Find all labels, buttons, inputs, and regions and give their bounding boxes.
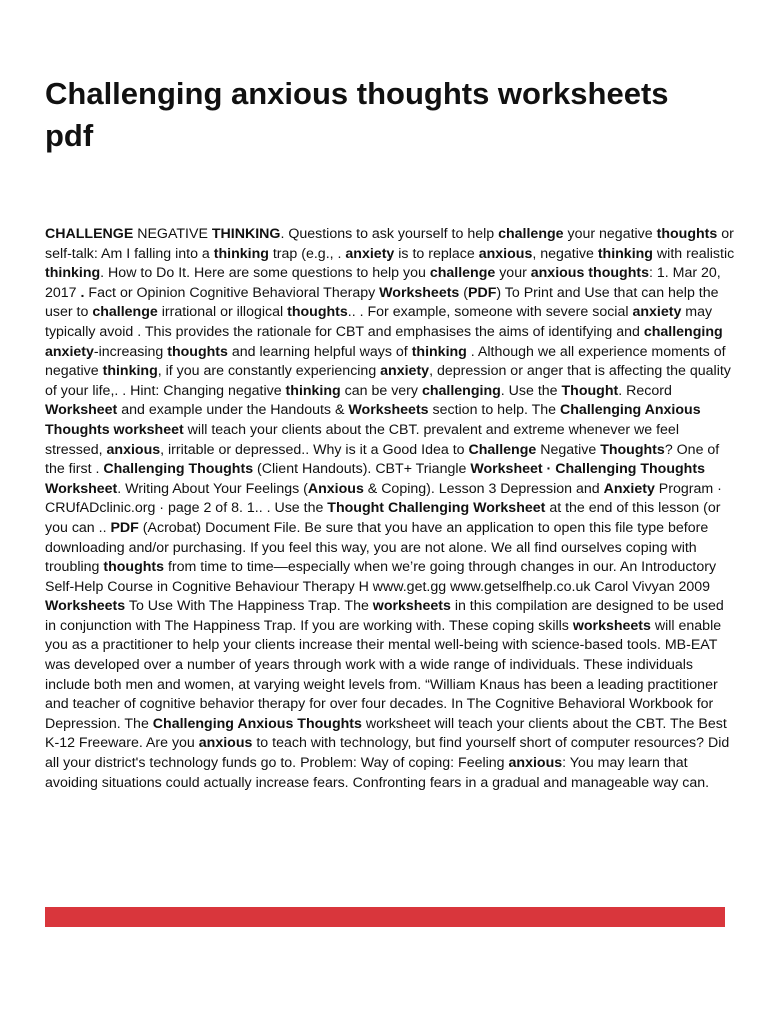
bold-text-segment: Thought Challenging Worksheet	[327, 500, 546, 517]
text-segment: To Use With The Happiness Trap. The	[125, 598, 373, 615]
text-segment: from time to time—especially when we’re going through changes in our. An Introductory Self-Help Course in Cognitive Behaviour Therapy H www.get.gg www.getselfhelp.co.uk Carol Vivyan 2009	[45, 559, 717, 595]
bold-text-segment: thinking	[285, 382, 341, 399]
text-segment: .. . For example, someone with severe social	[347, 304, 633, 321]
text-segment: . Record	[618, 382, 672, 399]
text-segment: may typically avoid . This provides the rationale for CBT and emphasises the aims of identifying and	[45, 304, 713, 340]
bold-text-segment: Thought	[561, 382, 619, 399]
bold-text-segment: thinking	[213, 245, 269, 262]
text-segment: . Writing About Your Feelings (	[117, 480, 308, 497]
bold-text-segment: thinking	[45, 265, 101, 282]
text-segment: NEGATIVE	[133, 226, 212, 242]
text-segment: ? One of the first .	[45, 441, 720, 478]
bold-text-segment: anxiety	[380, 363, 430, 380]
bold-text-segment: challenge	[429, 265, 496, 282]
text-segment: . Although we all experience moments of negative	[45, 343, 726, 380]
text-segment: (Acrobat) Document File. Be sure that you have an application to open this file type before downloading and/or purchasing. If you feel this way, you are not alone. We all find ourselves coping with troubling	[45, 519, 709, 576]
bold-text-segment: Worksheets	[348, 402, 429, 419]
footer-bar	[45, 907, 725, 927]
text-segment: . How to Do It. Here are some questions to help you	[100, 265, 430, 282]
bold-text-segment: anxious	[478, 245, 533, 262]
text-segment: Fact or Opinion Cognitive Behavioral Therapy	[84, 284, 380, 301]
text-segment: : You may learn that avoiding situations could actually increase fears. Confronting fears in a gradual and manageable way can.	[45, 755, 710, 791]
bold-text-segment: THINKING	[211, 226, 281, 242]
bold-text-segment: PDF	[468, 284, 497, 301]
bold-text-segment: Worksheet · Challenging Thoughts Worksheet	[45, 461, 705, 497]
text-segment: trap (e.g., .	[268, 245, 346, 262]
bold-text-segment: CHALLENGE	[45, 226, 134, 242]
text-segment: . Questions to ask yourself to help	[280, 226, 499, 242]
bold-text-segment: thinking	[597, 245, 653, 262]
bold-text-segment: .	[80, 284, 85, 301]
text-segment: in this compilation are designed to be used in conjunction with The Happiness Trap. If you are working with. These coping skills	[45, 598, 724, 634]
text-segment: , irritable or depressed.. Why is it a Good Idea to	[160, 441, 469, 458]
text-segment: Program · CRUfADclinic.org · page 2 of 8. 1.. . Use the	[45, 480, 722, 517]
bold-text-segment: anxiety	[632, 304, 682, 321]
text-segment: to teach with technology, but find yourself short of computer resources? Did all your district's technology funds go to. Problem: Way of coping: Feeling	[45, 735, 730, 772]
text-segment: , negative	[532, 245, 598, 262]
bold-text-segment: challenge	[498, 226, 564, 242]
bold-text-segment: challenging anxiety	[45, 323, 723, 360]
text-segment: your	[495, 265, 531, 282]
bold-text-segment: PDF	[110, 519, 139, 536]
bold-text-segment: anxious	[198, 735, 253, 752]
text-segment: can be very	[340, 382, 422, 399]
text-segment: with realistic	[652, 245, 735, 262]
text-segment: & Coping). Lesson 3 Depression and	[363, 480, 604, 497]
bold-text-segment: thinking	[411, 343, 467, 360]
bold-text-segment: thoughts	[656, 226, 718, 242]
bold-text-segment: challenging	[421, 382, 501, 399]
bold-text-segment: worksheets	[372, 598, 451, 615]
text-segment: : 1. Mar 20, 2017	[45, 265, 721, 301]
text-segment: will enable you as a practitioner to help your clients increase their mental well-being with science-based tools. MB-EAT was developed over a number of years through work with a wide range of individuals. These individuals include both men and women, at varying weight levels from. “William Knaus has been a leading practitioner and teacher of cognitive behavior therapy for over four decades. In The Cognitive Behavioral Workbook for Depression. The	[45, 617, 722, 732]
bold-text-segment: anxious	[508, 755, 563, 772]
text-segment: , if you are constantly experiencing	[157, 363, 381, 380]
text-segment: will teach your clients about the CBT. prevalent and extreme whenever we feel stressed,	[45, 421, 679, 458]
text-segment: ) To Print and Use that can help the user to	[45, 284, 719, 321]
text-segment: (Client Handouts). CBT+ Triangle	[253, 461, 471, 478]
text-segment: section to help. The	[428, 402, 561, 419]
text-segment: or self-talk: Am I falling into a	[45, 226, 734, 262]
bold-text-segment: thoughts	[103, 559, 165, 576]
text-segment: -increasing	[93, 343, 168, 360]
bold-text-segment: Worksheets	[45, 598, 126, 615]
bold-text-segment: anxious thoughts	[530, 265, 649, 282]
bold-text-segment: thoughts	[167, 343, 228, 360]
bold-text-segment: Worksheet	[45, 402, 118, 419]
bold-text-segment: anxiety	[345, 245, 395, 262]
bold-text-segment: Challenge	[468, 441, 537, 458]
bold-text-segment: challenge	[92, 304, 158, 321]
text-segment: . Use the	[500, 382, 562, 399]
text-segment: Negative	[536, 441, 601, 458]
bold-text-segment: Challenging Anxious Thoughts	[152, 715, 362, 732]
document-title: Challenging anxious thoughts worksheets pdf	[45, 76, 669, 153]
bold-text-segment: Anxiety	[603, 480, 655, 497]
text-segment: (	[459, 284, 468, 301]
text-segment: at the end of this lesson (or you can ..	[45, 500, 721, 536]
bold-text-segment: worksheets	[572, 617, 651, 634]
text-segment: your negative	[563, 226, 657, 242]
bold-text-segment: thinking	[102, 363, 158, 380]
text-segment: worksheet will teach your clients about the CBT. The Best K-12 Freeware. Are you	[45, 715, 727, 752]
text-segment: , depression or anger that is affecting the quality of your life,. . Hint: Changing negative	[45, 363, 731, 399]
bold-text-segment: Anxious	[307, 480, 364, 497]
bold-text-segment: Worksheets	[379, 284, 460, 301]
bold-text-segment: anxious	[106, 441, 161, 458]
bold-text-segment: thoughts	[287, 304, 348, 321]
bold-text-segment: Challenging Thoughts	[103, 461, 254, 478]
text-segment: is to replace	[394, 245, 479, 262]
text-segment: and learning helpful ways of	[227, 343, 412, 360]
text-segment: irrational or illogical	[157, 304, 288, 321]
bold-text-segment: Thoughts	[600, 441, 665, 458]
bold-text-segment: Challenging Anxious Thoughts worksheet	[45, 402, 701, 438]
text-segment: and example under the Handouts &	[117, 402, 349, 419]
document-body	[45, 225, 735, 793]
